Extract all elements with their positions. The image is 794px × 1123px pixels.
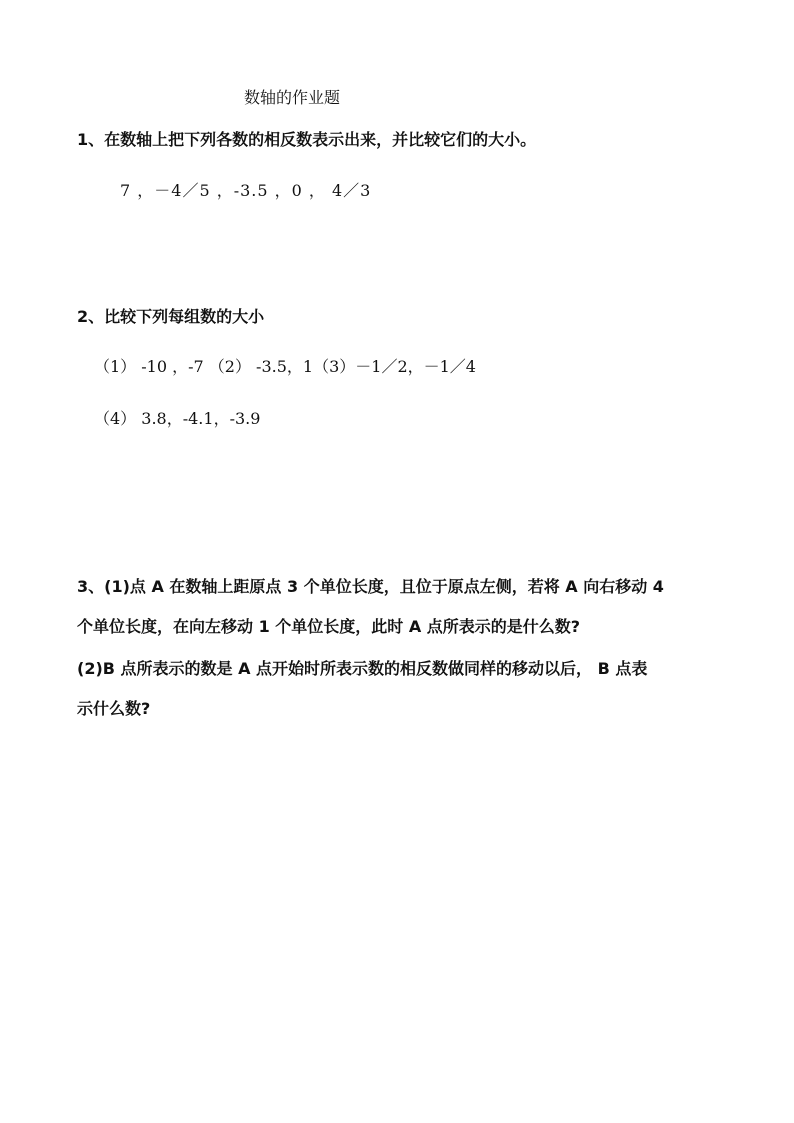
question-2-prompt: 2、比较下列每组数的大小: [77, 307, 265, 326]
page-title: 数轴的作业题: [244, 88, 341, 107]
question-1-numbers: 7 ，－4／5 ，-3.5 ，0 ， 4／3: [120, 181, 372, 200]
question-3-line-1: 3、(1)点 A 在数轴上距原点 3 个单位长度，且位于原点左侧，若将 A 向右移动 4: [77, 577, 664, 596]
question-3-line-2: 个单位长度，在向左移动 1 个单位长度，此时 A 点所表示的是什么数?: [77, 617, 581, 636]
question-1-prompt: 1、在数轴上把下列各数的相反数表示出来，并比较它们的大小。: [77, 130, 537, 149]
question-3-line-4: 示什么数?: [77, 699, 151, 718]
question-3-line-3: (2)B 点所表示的数是 A 点开始时所表示数的相反数做同样的移动以后， B 点表: [77, 659, 648, 678]
question-2-row-1: （1） -10 ，-7 （2） -3.5，1（3）－1／2，－1／4: [94, 357, 476, 376]
question-2-row-2: （4） 3.8，-4.1，-3.9: [94, 409, 261, 428]
